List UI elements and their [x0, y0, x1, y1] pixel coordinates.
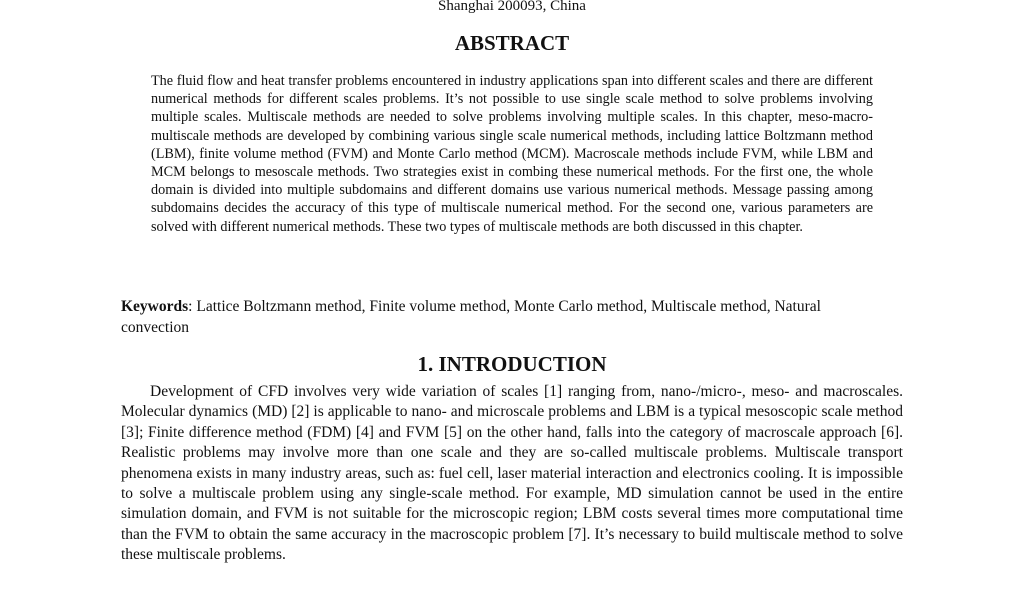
- abstract-heading: ABSTRACT: [454, 31, 570, 55]
- author-affiliation: Shanghai 200093, China: [438, 0, 586, 14]
- introduction-heading: 1. INTRODUCTION: [417, 352, 607, 376]
- keywords-paragraph: [121, 296, 881, 338]
- keywords-label: Keywords: [121, 298, 189, 315]
- abstract-text: The fluid flow and heat transfer problems encountered in industry applications span into different scales and there are different numerical methods for different scales problems. It’s not possible to use single scale method to solve problems involving multiple scales. Multiscale methods are needed to solve problems involving multiple scales. In this chapter, meso-macro-multiscale methods are developed by combining various single scale numerical methods, including lattice Boltzmann method (LBM), finite volume method (FVM) and Monte Carlo method (MCM). Macroscale methods include FVM, while LBM and MCM belongs to mesoscale methods. Two strategies exist in combing these numerical methods. For the first one, the whole domain is divided into multiple subdomains and different domains use various numerical methods. Message passing among subdomains decides the accuracy of this type of multiscale numerical method. For the second one, various parameters are solved with different numerical methods. These two types of multiscale methods are both discussed in this chapter.: [151, 73, 873, 235]
- keywords-text: : Lattice Boltzmann method, Finite volume method, Monte Carlo method, Multiscale method, Natural convection: [121, 298, 821, 336]
- introduction-text: Development of CFD involves very wide variation of scales [1] ranging from, nano-/micro-, meso- and macroscales. Molecular dynamics (MD) [2] is applicable to nano- and microscale problems and LBM is a typical mesoscopic scale method [3]; Finite difference method (FDM) [4] and FVM [5] on the other hand, falls into the category of macroscale approach [6]. Realistic problems may involve more than one scale and they are so-called multiscale problems. Multiscale transport phenomena exists in many industry areas, such as: fuel cell, laser material interaction and electronics cooling. It is impossible to solve a multiscale problem using any single-scale method. For example, MD simulation cannot be used in the entire simulation domain, and FVM is not suitable for the microscopic region; LBM costs several times more computational time than the FVM to obtain the same accuracy in the macroscopic problem [7]. It’s necessary to build multiscale method to solve these multiscale problems.: [121, 383, 903, 564]
